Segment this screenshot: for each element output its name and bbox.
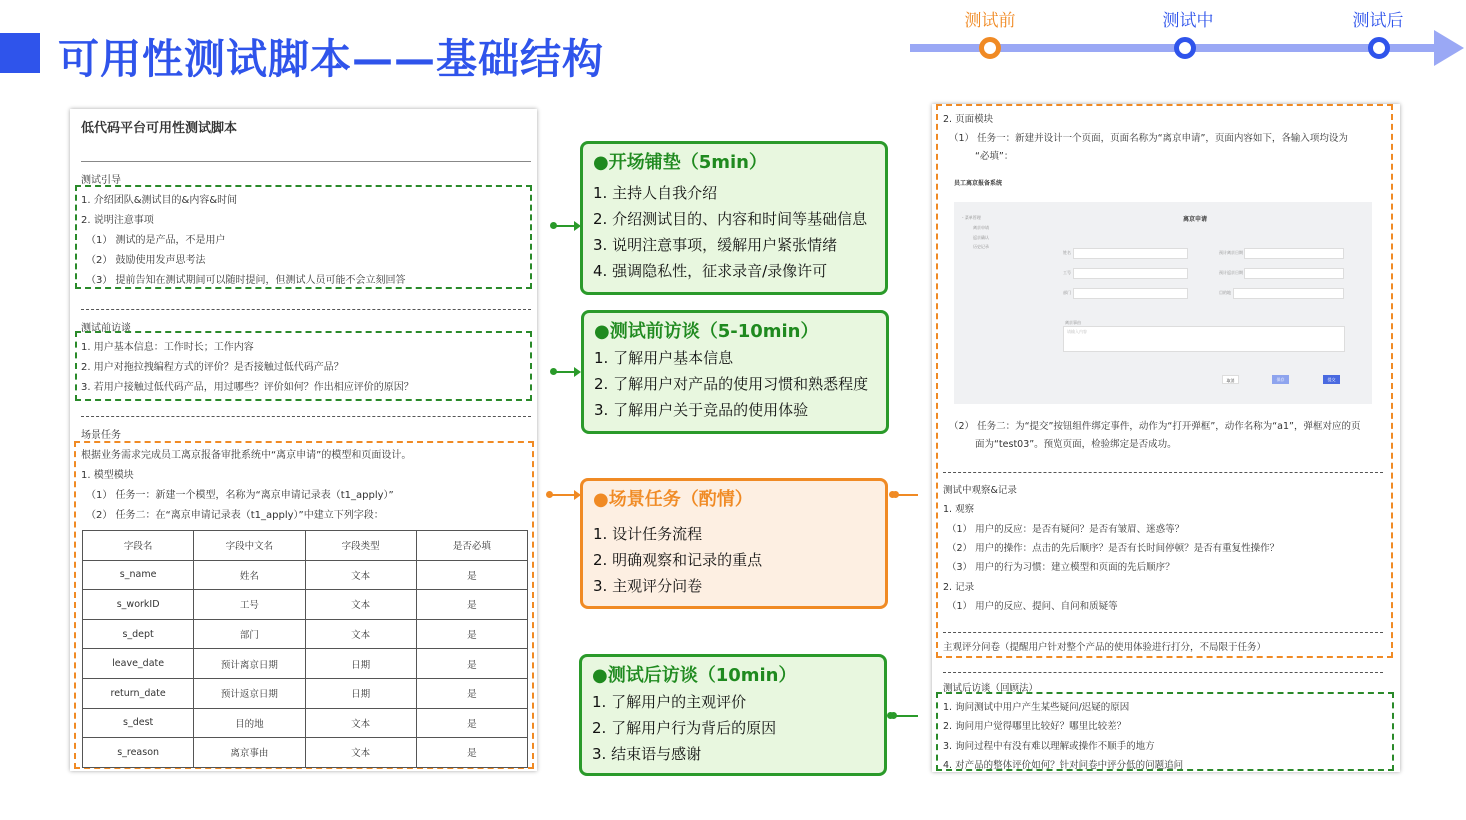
- table-cell: s_name: [83, 560, 194, 590]
- table-header: 字段名: [83, 531, 194, 561]
- page-task1: （1） 任务一：新建并设计一个页面，页面名称为“离京申请”，页面内容如下，各输入项均设为: [949, 133, 1348, 144]
- section-separator: [943, 472, 1383, 473]
- mock-save-button: 保存: [1272, 375, 1289, 384]
- card-title: ●开场铺垫（5min）: [593, 152, 767, 173]
- timeline-label-before: 测试前: [964, 11, 1016, 31]
- table-row: [83, 649, 528, 679]
- pre-heading: 测试前访谈: [81, 323, 131, 334]
- scene-item: 1. 模型模块: [81, 470, 134, 481]
- timeline-dot-before: [979, 37, 1001, 59]
- table-cell: 是: [416, 708, 527, 738]
- table-header: 是否必填: [416, 531, 527, 561]
- connector-arrow: [553, 371, 577, 373]
- table-cell: 是: [416, 738, 527, 768]
- table-header: 字段中文名: [194, 531, 305, 561]
- table-row: [83, 590, 528, 620]
- page-task1-cont: “必填”：: [975, 151, 1014, 162]
- card-item: 1. 主持人自我介绍: [593, 184, 718, 202]
- page-task2: （2） 任务二：为“提交”按钮组件绑定事件，动作为“打开弹框”，动作名称为“a1”，弹框对应的页: [949, 421, 1361, 432]
- table-row: [83, 619, 528, 649]
- card-item: 3. 结束语与感谢: [592, 745, 702, 763]
- mock-title: 离京申请: [1183, 216, 1208, 223]
- scene-item: （2） 任务二：在“离京申请记录表（t1_apply）”中建立下列字段：: [86, 510, 384, 521]
- card-title: ●场景任务（酌情）: [593, 489, 753, 510]
- page-task2-cont: 面为“test03”。预览页面，检验绑定是否成功。: [975, 439, 1177, 450]
- connector-arrow: [890, 715, 918, 717]
- scene-heading: 场景任务: [81, 430, 121, 441]
- mock-label: 目的地: [1219, 290, 1231, 295]
- card-item: 1. 了解用户的主观评价: [592, 693, 747, 711]
- section-separator: [81, 309, 531, 310]
- scene-intro: 根据业务需求完成员工离京报备审批系统中“离京申请”的模型和页面设计。: [81, 450, 412, 461]
- table-cell: s_dest: [83, 708, 194, 738]
- guide-item: （2） 鼓励使用发声思考法: [86, 255, 206, 266]
- table-cell: 文本: [305, 708, 416, 738]
- card-item: 2. 了解用户行为背后的原因: [592, 719, 777, 737]
- table-header: 字段类型: [305, 531, 416, 561]
- mock-submit-button: 提交: [1323, 375, 1340, 384]
- table-header-row: [83, 531, 528, 561]
- table-cell: 是: [416, 619, 527, 649]
- observe-item: （3） 用户的行为习惯：建立模型和页面的先后顺序？: [947, 562, 1175, 573]
- table-cell: 是: [416, 560, 527, 590]
- table-cell: 日期: [305, 678, 416, 708]
- table-cell: 文本: [305, 560, 416, 590]
- mock-label: 部门: [1063, 290, 1071, 295]
- table-cell: 预计返京日期: [194, 678, 305, 708]
- card-item: 3. 了解用户关于竞品的使用体验: [594, 401, 809, 419]
- post-item: 2. 询问用户觉得哪里比较好？哪里比较差？: [943, 721, 1127, 732]
- card-item: 2. 了解用户对产品的使用习惯和熟悉程度: [594, 375, 869, 393]
- mock-label: 姓名: [1063, 250, 1071, 255]
- table-cell: 预计离京日期: [194, 649, 305, 679]
- table-cell: 文本: [305, 619, 416, 649]
- observe-item: （1） 用户的反应：是否有疑问？是否有皱眉、迷惑等？: [947, 524, 1185, 535]
- table-cell: s_reason: [83, 738, 194, 768]
- mock-placeholder: 请输入内容: [1067, 329, 1087, 334]
- table-cell: 文本: [305, 738, 416, 768]
- table-cell: return_date: [83, 678, 194, 708]
- table-cell: 文本: [305, 590, 416, 620]
- mock-label: 预计离京日期: [1219, 250, 1243, 255]
- pre-item: 2. 用户对拖拉拽编程方式的评价？是否接触过低代码产品？: [81, 362, 344, 373]
- page-module-heading: 2. 页面模块: [943, 114, 994, 125]
- table-cell: s_dept: [83, 619, 194, 649]
- table-cell: 目的地: [194, 708, 305, 738]
- table-cell: s_workID: [83, 590, 194, 620]
- scene-item: （1） 任务一：新建一个模型，名称为“离京申请记录表（t1_apply）”: [86, 490, 394, 501]
- observe-item: 1. 观察: [943, 504, 975, 515]
- system-name: 员工离京报备系统: [954, 180, 1003, 187]
- table-cell: 是: [416, 649, 527, 679]
- mock-label: 离京事由: [1065, 320, 1081, 325]
- card-item: 2. 明确观察和记录的重点: [593, 551, 763, 569]
- connector-arrow: [553, 225, 577, 227]
- timeline-dot-after: [1368, 37, 1390, 59]
- card-title: ●测试后访谈（10min）: [592, 665, 797, 686]
- section-separator: [81, 416, 531, 417]
- table-row: [83, 738, 528, 768]
- card-item: 4. 强调隐私性，征求录音/录像许可: [593, 262, 828, 280]
- table-cell: 是: [416, 590, 527, 620]
- section-separator: [943, 672, 1383, 673]
- survey-line: 主观评分问卷（提醒用户针对整个产品的使用体验进行打分，不局限于任务）: [943, 642, 1267, 653]
- observe-item: （2） 用户的操作：点击的先后顺序？是否有长时间停顿？是否有重复性操作？: [947, 543, 1280, 554]
- title-accent-block: [0, 33, 40, 73]
- fields-table: [82, 530, 528, 768]
- post-item: 1. 询问测试中用户产生某些疑问/迟疑的原因: [943, 702, 1130, 713]
- table-cell: 部门: [194, 619, 305, 649]
- guide-item: （3） 提前告知在测试期间可以随时提问，但测试人员可能不会立刻回答: [86, 275, 406, 286]
- table-row: [83, 708, 528, 738]
- card-item: 1. 设计任务流程: [593, 525, 703, 543]
- table-cell: leave_date: [83, 649, 194, 679]
- pre-item: 3. 若用户接触过低代码产品，用过哪些？评价如何？作出相应评价的原因？: [81, 382, 414, 393]
- doc-title: 低代码平台可用性测试脚本: [81, 121, 238, 136]
- timeline-arrow-icon: [1434, 30, 1464, 66]
- card-item: 3. 说明注意事项，缓解用户紧张情绪: [593, 236, 838, 254]
- guide-heading: 测试引导: [81, 175, 121, 186]
- card-opening: [580, 141, 888, 295]
- observe-heading: 测试中观察&记录: [943, 485, 1017, 496]
- table-cell: 离京事由: [194, 738, 305, 768]
- table-cell: 工号: [194, 590, 305, 620]
- mock-menu-item: 历史记录: [973, 244, 989, 249]
- section-separator: [943, 632, 1383, 633]
- post-item: 3. 询问过程中有没有难以理解或操作不顺手的地方: [943, 741, 1155, 752]
- guide-item: 1. 介绍团队&测试目的&内容&时间: [81, 195, 238, 206]
- table-cell: 姓名: [194, 560, 305, 590]
- timeline-dot-during: [1174, 37, 1196, 59]
- table-row: [83, 560, 528, 590]
- mock-menu-item: 返京确认: [973, 235, 989, 240]
- timeline-label-during: 测试中: [1162, 11, 1214, 31]
- card-item: 3. 主观评分问卷: [593, 577, 703, 595]
- pre-item: 1. 用户基本信息：工作时长；工作内容: [81, 342, 254, 353]
- post-heading: 测试后访谈（回顾法）: [943, 683, 1039, 694]
- mock-label: 预计返京日期: [1219, 270, 1243, 275]
- mock-label: 工号: [1063, 270, 1071, 275]
- table-cell: 日期: [305, 649, 416, 679]
- mock-cancel-button: 取消: [1222, 375, 1239, 384]
- timeline-label-after: 测试后: [1352, 11, 1404, 31]
- card-pre-interview: [581, 310, 889, 434]
- card-item: 2. 介绍测试目的、内容和时间等基础信息: [593, 210, 868, 228]
- connector-arrow: [892, 494, 918, 496]
- card-post-interview: [579, 654, 887, 776]
- table-cell: 是: [416, 678, 527, 708]
- observe-item: （1） 用户的反应、提问、自问和质疑等: [947, 601, 1118, 612]
- divider: [81, 161, 531, 162]
- table-row: [83, 678, 528, 708]
- card-item: 1. 了解用户基本信息: [594, 349, 734, 367]
- mock-menu-item: 离京申请: [973, 225, 989, 230]
- card-title: ●测试前访谈（5-10min）: [594, 321, 819, 342]
- guide-item: （1） 测试的是产品，不是用户: [86, 235, 226, 246]
- connector-arrow: [549, 494, 577, 496]
- page-mockup: [954, 202, 1372, 404]
- card-scene-task: [580, 478, 888, 609]
- mock-menu-item: - 菜单管理: [962, 215, 981, 220]
- guide-item: 2. 说明注意事项: [81, 215, 154, 226]
- page-title: 可用性测试脚本——基础结构: [58, 35, 604, 83]
- observe-item: 2. 记录: [943, 582, 975, 593]
- post-item: 4. 对产品的整体评价如何？针对问卷中评分低的问题追问: [943, 760, 1184, 771]
